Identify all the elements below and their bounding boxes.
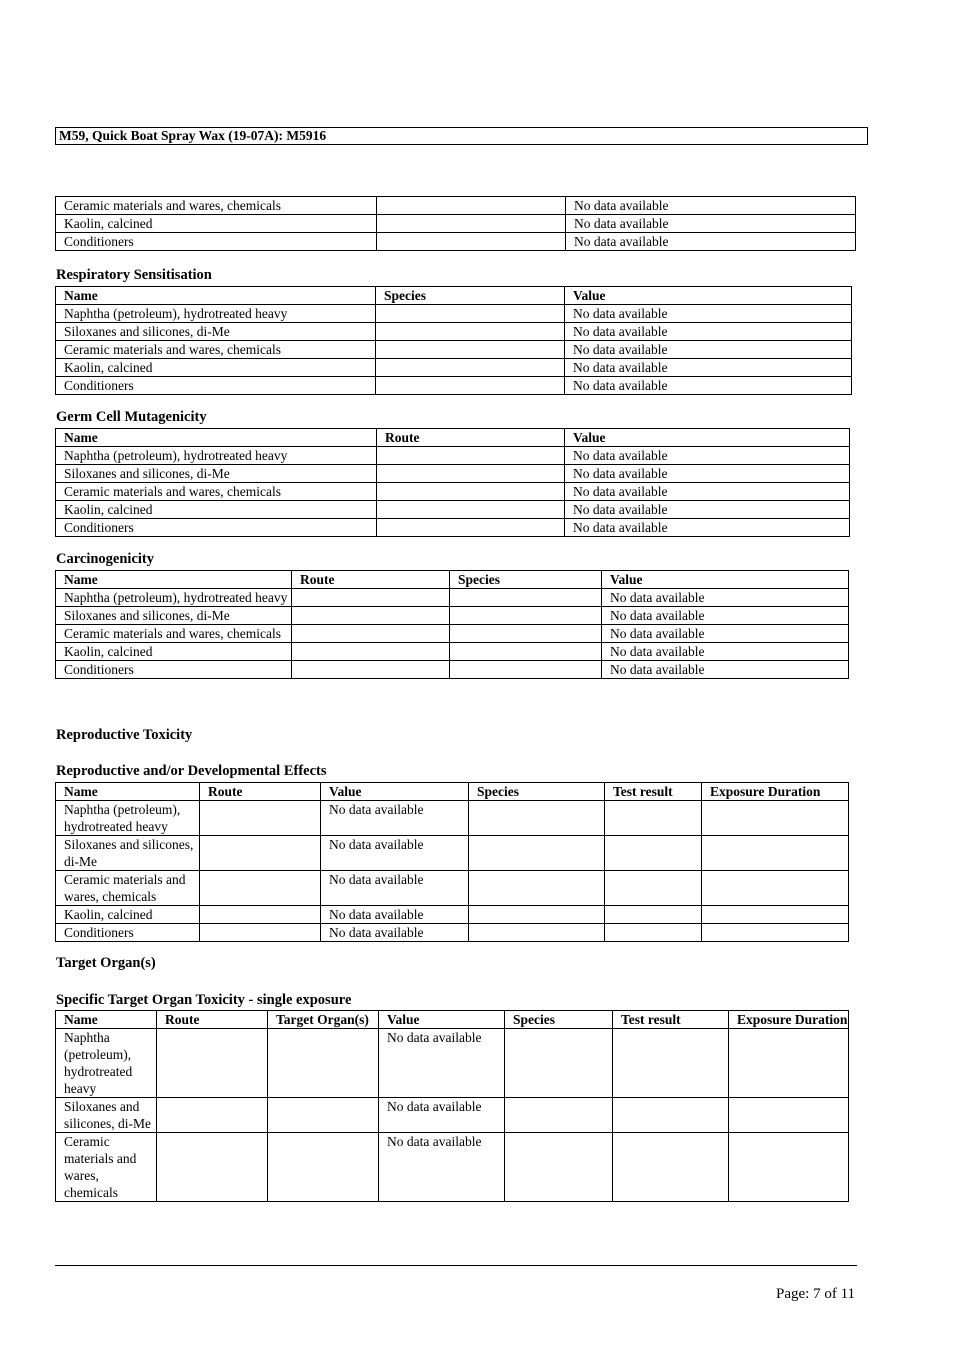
table-cell <box>200 836 321 871</box>
column-header: Value <box>602 571 849 589</box>
table-cell: No data available <box>602 607 849 625</box>
table-row <box>56 924 849 942</box>
table-cell: No data available <box>602 625 849 643</box>
table-row <box>56 305 852 323</box>
table-cell <box>702 906 849 924</box>
table-cell: No data available <box>565 501 850 519</box>
table-cell: No data available <box>565 447 850 465</box>
target-organ-title: Target Organ(s) <box>56 955 156 971</box>
column-header: Species <box>376 287 565 305</box>
column-header: Name <box>56 783 200 801</box>
table-cell: No data available <box>565 519 850 537</box>
table-cell: No data available <box>321 836 469 871</box>
table-row <box>56 1029 849 1098</box>
table-row <box>56 589 849 607</box>
table-cell: No data available <box>565 465 850 483</box>
table-cell: No data available <box>565 377 852 395</box>
table-header-row <box>56 429 850 447</box>
column-header: Value <box>321 783 469 801</box>
table-cell: Naphtha (petroleum), hydrotreated heavy <box>56 801 200 836</box>
table-cell: No data available <box>566 215 856 233</box>
table-cell <box>729 1133 849 1202</box>
table-cell: Kaolin, calcined <box>56 501 377 519</box>
table-cell <box>376 305 565 323</box>
table-cell <box>377 465 565 483</box>
table-cell <box>505 1098 613 1133</box>
table-cell <box>376 377 565 395</box>
table-row <box>56 643 849 661</box>
table-cell <box>450 589 602 607</box>
table-cell <box>292 643 450 661</box>
table-cell: No data available <box>565 341 852 359</box>
table-cell: No data available <box>566 233 856 251</box>
table-header-row <box>56 783 849 801</box>
table-cell <box>200 906 321 924</box>
table-cell: No data available <box>379 1029 505 1098</box>
table-cell <box>469 836 605 871</box>
table-row <box>56 215 856 233</box>
respiratory-title: Respiratory Sensitisation <box>56 267 212 283</box>
target-organ-subtitle: Specific Target Organ Toxicity - single exposure <box>56 992 352 1008</box>
table-cell: Kaolin, calcined <box>56 906 200 924</box>
table-cell: Ceramic materials and wares, chemicals <box>56 871 200 906</box>
table-cell <box>613 1098 729 1133</box>
table-row <box>56 607 849 625</box>
table-cell <box>292 625 450 643</box>
column-header: Name <box>56 429 377 447</box>
table-cell: Naphtha (petroleum), hydrotreated heavy <box>56 1029 157 1098</box>
table-row <box>56 661 849 679</box>
table-cell <box>469 871 605 906</box>
table-header-row <box>56 287 852 305</box>
table-cell <box>702 836 849 871</box>
column-header: Value <box>565 429 850 447</box>
table-cell <box>376 341 565 359</box>
table-cell <box>157 1029 268 1098</box>
table-cell <box>505 1029 613 1098</box>
table-cell: Siloxanes and silicones, di-Me <box>56 465 377 483</box>
table-cell <box>377 233 566 251</box>
table-cell: Conditioners <box>56 924 200 942</box>
column-header: Test result <box>613 1011 729 1029</box>
table-cell <box>377 483 565 501</box>
table-cell: Naphtha (petroleum), hydrotreated heavy <box>56 305 376 323</box>
table-cell: Siloxanes and silicones, di-Me <box>56 1098 157 1133</box>
column-header: Name <box>56 571 292 589</box>
table-cell <box>376 359 565 377</box>
table-row <box>56 359 852 377</box>
table-cell <box>377 501 565 519</box>
table-cell <box>200 871 321 906</box>
table-cell <box>450 661 602 679</box>
table-cell <box>292 589 450 607</box>
table-cell: No data available <box>379 1098 505 1133</box>
table-cell <box>469 801 605 836</box>
column-header: Exposure Duration <box>729 1011 849 1029</box>
table-cell <box>268 1098 379 1133</box>
table-cell: No data available <box>565 305 852 323</box>
table-cell: Siloxanes and silicones, di-Me <box>56 836 200 871</box>
column-header: Route <box>377 429 565 447</box>
target-organ-table <box>55 1010 849 1202</box>
column-header: Route <box>157 1011 268 1029</box>
table-cell <box>157 1098 268 1133</box>
table-cell <box>613 1133 729 1202</box>
column-header: Name <box>56 287 376 305</box>
table-row <box>56 447 850 465</box>
table-cell <box>377 447 565 465</box>
germ-title: Germ Cell Mutagenicity <box>56 409 207 425</box>
table-row <box>56 465 850 483</box>
table-cell: Kaolin, calcined <box>56 643 292 661</box>
table-cell: No data available <box>321 871 469 906</box>
table-cell <box>605 836 702 871</box>
carcinogenicity-title: Carcinogenicity <box>56 551 154 567</box>
table-row <box>56 871 849 906</box>
table-cell: Siloxanes and silicones, di-Me <box>56 323 376 341</box>
table-cell: Ceramic materials and wares, chemicals <box>56 625 292 643</box>
table-cell: No data available <box>565 483 850 501</box>
column-header: Name <box>56 1011 157 1029</box>
table-cell: Conditioners <box>56 661 292 679</box>
table-cell <box>605 871 702 906</box>
column-header: Species <box>469 783 605 801</box>
table-cell: No data available <box>321 801 469 836</box>
table-cell: Conditioners <box>56 519 377 537</box>
table-row <box>56 801 849 836</box>
table-cell <box>157 1133 268 1202</box>
table-cell: Conditioners <box>56 377 376 395</box>
column-header: Route <box>292 571 450 589</box>
reproductive-title: Reproductive Toxicity <box>56 727 193 743</box>
table-cell: Naphtha (petroleum), hydrotreated heavy <box>56 447 377 465</box>
table-cell: No data available <box>321 906 469 924</box>
table-cell <box>729 1029 849 1098</box>
table-cell <box>605 924 702 942</box>
table-cell <box>469 906 605 924</box>
table-cell: Siloxanes and silicones, di-Me <box>56 607 292 625</box>
table-row <box>56 501 850 519</box>
table-cell <box>450 625 602 643</box>
table-cell <box>450 643 602 661</box>
table-row <box>56 906 849 924</box>
table-cell <box>702 871 849 906</box>
table-cell: No data available <box>602 661 849 679</box>
column-header: Test result <box>605 783 702 801</box>
table-cell <box>505 1133 613 1202</box>
table-cell: No data available <box>321 924 469 942</box>
table-row <box>56 519 850 537</box>
table-cell <box>605 801 702 836</box>
table-row <box>56 341 852 359</box>
table-cell <box>377 197 566 215</box>
table-row <box>56 323 852 341</box>
table-cell <box>469 924 605 942</box>
table-row <box>56 1133 849 1202</box>
table-cell <box>268 1029 379 1098</box>
table-cell: Conditioners <box>56 233 377 251</box>
column-header: Value <box>565 287 852 305</box>
table-row <box>56 625 849 643</box>
germ-table <box>55 428 850 537</box>
table-cell <box>702 801 849 836</box>
table-cell: Kaolin, calcined <box>56 215 377 233</box>
column-header: Species <box>505 1011 613 1029</box>
table-header-row <box>56 1011 849 1029</box>
table-cell <box>292 607 450 625</box>
column-header: Value <box>379 1011 505 1029</box>
table-cell: No data available <box>379 1133 505 1202</box>
table-cell <box>292 661 450 679</box>
table-cell <box>200 924 321 942</box>
table-cell <box>377 215 566 233</box>
table-header-row <box>56 571 849 589</box>
table-cell <box>613 1029 729 1098</box>
table-row <box>56 377 852 395</box>
table-cell: No data available <box>602 643 849 661</box>
table-cell: Ceramic materials and wares, chemicals <box>56 341 376 359</box>
footer-divider <box>55 1265 857 1266</box>
table-cell: No data available <box>565 359 852 377</box>
column-header: Route <box>200 783 321 801</box>
table-cell: Ceramic materials and wares, chemicals <box>56 1133 157 1202</box>
table-cell <box>200 801 321 836</box>
column-header: Exposure Duration <box>702 783 849 801</box>
column-header: Target Organ(s) <box>268 1011 379 1029</box>
table-cell <box>450 607 602 625</box>
document-header-title: M59, Quick Boat Spray Wax (19-07A): M5916 <box>55 127 868 145</box>
column-header: Species <box>450 571 602 589</box>
table-cell <box>268 1133 379 1202</box>
carcinogenicity-table <box>55 570 849 679</box>
table-cell: Naphtha (petroleum), hydrotreated heavy <box>56 589 292 607</box>
reproductive-subtitle: Reproductive and/or Developmental Effects <box>56 763 327 779</box>
table-cell <box>376 323 565 341</box>
table-cell: Ceramic materials and wares, chemicals <box>56 197 377 215</box>
respiratory-table <box>55 286 852 395</box>
page-number: Page: 7 of 11 <box>776 1286 856 1302</box>
table-row <box>56 197 856 215</box>
table-cell: No data available <box>566 197 856 215</box>
table-cell <box>377 519 565 537</box>
reproductive-table <box>55 782 849 942</box>
table-cell: No data available <box>602 589 849 607</box>
table-row <box>56 836 849 871</box>
table-cell: Ceramic materials and wares, chemicals <box>56 483 377 501</box>
table-cell <box>729 1098 849 1133</box>
table-row <box>56 1098 849 1133</box>
table-cell: No data available <box>565 323 852 341</box>
continued-table <box>55 196 856 251</box>
table-row <box>56 483 850 501</box>
table-cell <box>702 924 849 942</box>
table-cell: Kaolin, calcined <box>56 359 376 377</box>
table-cell <box>605 906 702 924</box>
table-row <box>56 233 856 251</box>
